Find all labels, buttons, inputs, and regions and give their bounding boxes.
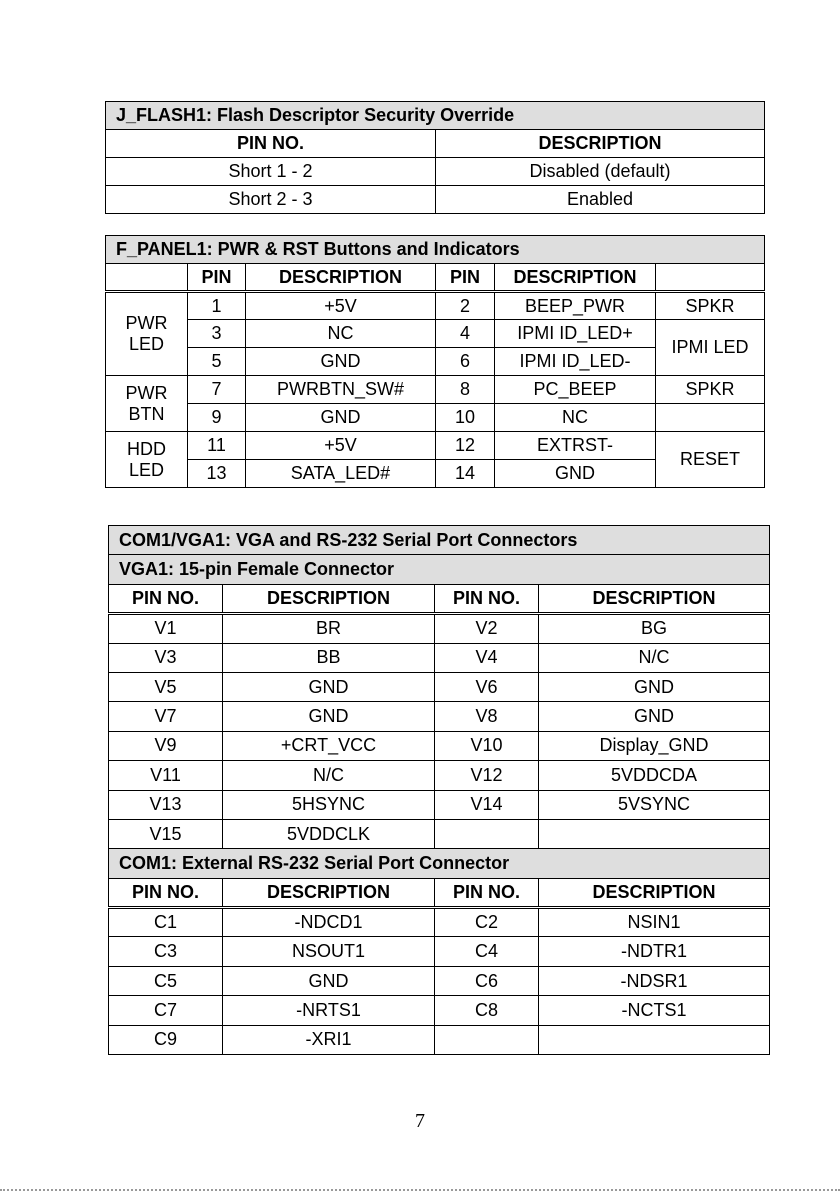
function-label: IPMI LED [656, 320, 765, 376]
table-cell: GND [539, 672, 770, 701]
fpanel-header-blank [656, 264, 765, 292]
table-cell: V8 [435, 702, 539, 731]
table-cell: -NCTS1 [539, 996, 770, 1025]
table-row [109, 614, 770, 643]
vga-header-desc: DESCRIPTION [223, 584, 435, 613]
table-cell: -NDCD1 [223, 908, 435, 937]
table-cell: V6 [435, 672, 539, 701]
table-cell: +CRT_VCC [223, 731, 435, 760]
table-cell: V4 [435, 643, 539, 672]
fpanel-header-pin: PIN [188, 264, 246, 292]
table-cell: NSOUT1 [223, 937, 435, 966]
table-cell [435, 1025, 539, 1054]
page-bottom-divider [0, 1189, 840, 1191]
table-cell: V3 [109, 643, 223, 672]
table-cell: C1 [109, 908, 223, 937]
table-cell: C4 [435, 937, 539, 966]
table-cell: V15 [109, 819, 223, 848]
table-cell: 11 [188, 432, 246, 460]
table-cell: 1 [188, 292, 246, 320]
com-header-pin: PIN NO. [109, 878, 223, 907]
table-cell: 5VDDCLK [223, 819, 435, 848]
table-cell: V14 [435, 790, 539, 819]
table-row [106, 404, 765, 432]
table-cell: 5 [188, 348, 246, 376]
table-row [109, 966, 770, 995]
table-row [109, 643, 770, 672]
jflash-title: J_FLASH1: Flash Descriptor Security Override [106, 102, 765, 130]
fpanel-table [105, 235, 765, 488]
table-row [109, 672, 770, 701]
table-cell: GND [246, 404, 436, 432]
table-row [109, 819, 770, 848]
table-cell: SATA_LED# [246, 460, 436, 488]
group-label: PWR LED [106, 292, 188, 376]
table-cell: V10 [435, 731, 539, 760]
table-cell: -NRTS1 [223, 996, 435, 1025]
vga-header-pin: PIN NO. [435, 584, 539, 613]
table-cell: Short 1 - 2 [106, 158, 436, 186]
table-cell: BR [223, 614, 435, 643]
com-section-title: COM1: External RS-232 Serial Port Connector [109, 849, 770, 878]
table-row [109, 731, 770, 760]
table-cell: V2 [435, 614, 539, 643]
table-cell: C9 [109, 1025, 223, 1054]
fpanel-title: F_PANEL1: PWR & RST Buttons and Indicators [106, 236, 765, 264]
table-cell: Enabled [436, 186, 765, 214]
table-cell: N/C [223, 761, 435, 790]
table-cell: 5VSYNC [539, 790, 770, 819]
table-cell: Short 2 - 3 [106, 186, 436, 214]
table-cell: V11 [109, 761, 223, 790]
table-cell: 14 [436, 460, 495, 488]
group-label: HDD LED [106, 432, 188, 488]
comvga-table [108, 525, 770, 1055]
table-row [109, 1025, 770, 1054]
table-cell: 13 [188, 460, 246, 488]
table-row [106, 186, 765, 214]
table-cell [539, 819, 770, 848]
table-cell: BB [223, 643, 435, 672]
table-cell: GND [223, 966, 435, 995]
table-cell: C6 [435, 966, 539, 995]
jflash-header-pin: PIN NO. [106, 130, 436, 158]
table-cell: -NDTR1 [539, 937, 770, 966]
table-cell: C2 [435, 908, 539, 937]
table-cell: 5HSYNC [223, 790, 435, 819]
table-cell: 2 [436, 292, 495, 320]
page-number: 7 [415, 1110, 425, 1132]
table-cell: V13 [109, 790, 223, 819]
table-cell: 7 [188, 376, 246, 404]
jflash-table [105, 101, 765, 214]
table-row [106, 158, 765, 186]
table-row [109, 908, 770, 937]
table-cell: BEEP_PWR [495, 292, 656, 320]
table-cell [539, 1025, 770, 1054]
function-label: SPKR [656, 292, 765, 320]
table-cell: Display_GND [539, 731, 770, 760]
table-cell: NC [495, 404, 656, 432]
table-cell: GND [223, 702, 435, 731]
table-row [109, 996, 770, 1025]
table-cell: C7 [109, 996, 223, 1025]
function-label: SPKR [656, 376, 765, 404]
table-cell: 4 [436, 320, 495, 348]
table-cell: IPMI ID_LED+ [495, 320, 656, 348]
com-header-desc: DESCRIPTION [539, 878, 770, 907]
vga-section-title: VGA1: 15-pin Female Connector [109, 555, 770, 584]
table-cell: V7 [109, 702, 223, 731]
table-row [109, 761, 770, 790]
table-cell: 6 [436, 348, 495, 376]
table-cell: 5VDDCDA [539, 761, 770, 790]
com-header-desc: DESCRIPTION [223, 878, 435, 907]
group-label: PWR BTN [106, 376, 188, 432]
vga-header-desc: DESCRIPTION [539, 584, 770, 613]
table-cell: -NDSR1 [539, 966, 770, 995]
table-cell: GND [539, 702, 770, 731]
table-cell: V5 [109, 672, 223, 701]
function-label [656, 404, 765, 432]
table-cell [435, 819, 539, 848]
table-cell: 12 [436, 432, 495, 460]
table-cell: 10 [436, 404, 495, 432]
comvga-title: COM1/VGA1: VGA and RS-232 Serial Port Connectors [109, 526, 770, 555]
table-cell: 9 [188, 404, 246, 432]
table-cell: 3 [188, 320, 246, 348]
function-label: RESET [656, 432, 765, 488]
table-cell: PC_BEEP [495, 376, 656, 404]
table-cell: PWRBTN_SW# [246, 376, 436, 404]
table-cell: 8 [436, 376, 495, 404]
table-row [106, 432, 765, 460]
table-cell: C5 [109, 966, 223, 995]
table-cell: IPMI ID_LED- [495, 348, 656, 376]
com-header-pin: PIN NO. [435, 878, 539, 907]
table-cell: V12 [435, 761, 539, 790]
table-cell: NC [246, 320, 436, 348]
table-cell: +5V [246, 292, 436, 320]
table-row [109, 790, 770, 819]
table-row [109, 702, 770, 731]
table-cell: +5V [246, 432, 436, 460]
table-cell: N/C [539, 643, 770, 672]
table-cell: NSIN1 [539, 908, 770, 937]
fpanel-header-desc: DESCRIPTION [495, 264, 656, 292]
table-cell: Disabled (default) [436, 158, 765, 186]
vga-header-pin: PIN NO. [109, 584, 223, 613]
fpanel-header-blank [106, 264, 188, 292]
table-cell: -XRI1 [223, 1025, 435, 1054]
table-cell: GND [223, 672, 435, 701]
jflash-header-desc: DESCRIPTION [436, 130, 765, 158]
table-cell: BG [539, 614, 770, 643]
table-cell: V9 [109, 731, 223, 760]
table-cell: C3 [109, 937, 223, 966]
table-cell: C8 [435, 996, 539, 1025]
table-cell: V1 [109, 614, 223, 643]
table-row [106, 292, 765, 320]
table-cell: GND [495, 460, 656, 488]
table-row [106, 376, 765, 404]
table-row [106, 320, 765, 348]
table-cell: GND [246, 348, 436, 376]
table-cell: EXTRST- [495, 432, 656, 460]
table-row [109, 937, 770, 966]
fpanel-header-pin: PIN [436, 264, 495, 292]
fpanel-header-desc: DESCRIPTION [246, 264, 436, 292]
